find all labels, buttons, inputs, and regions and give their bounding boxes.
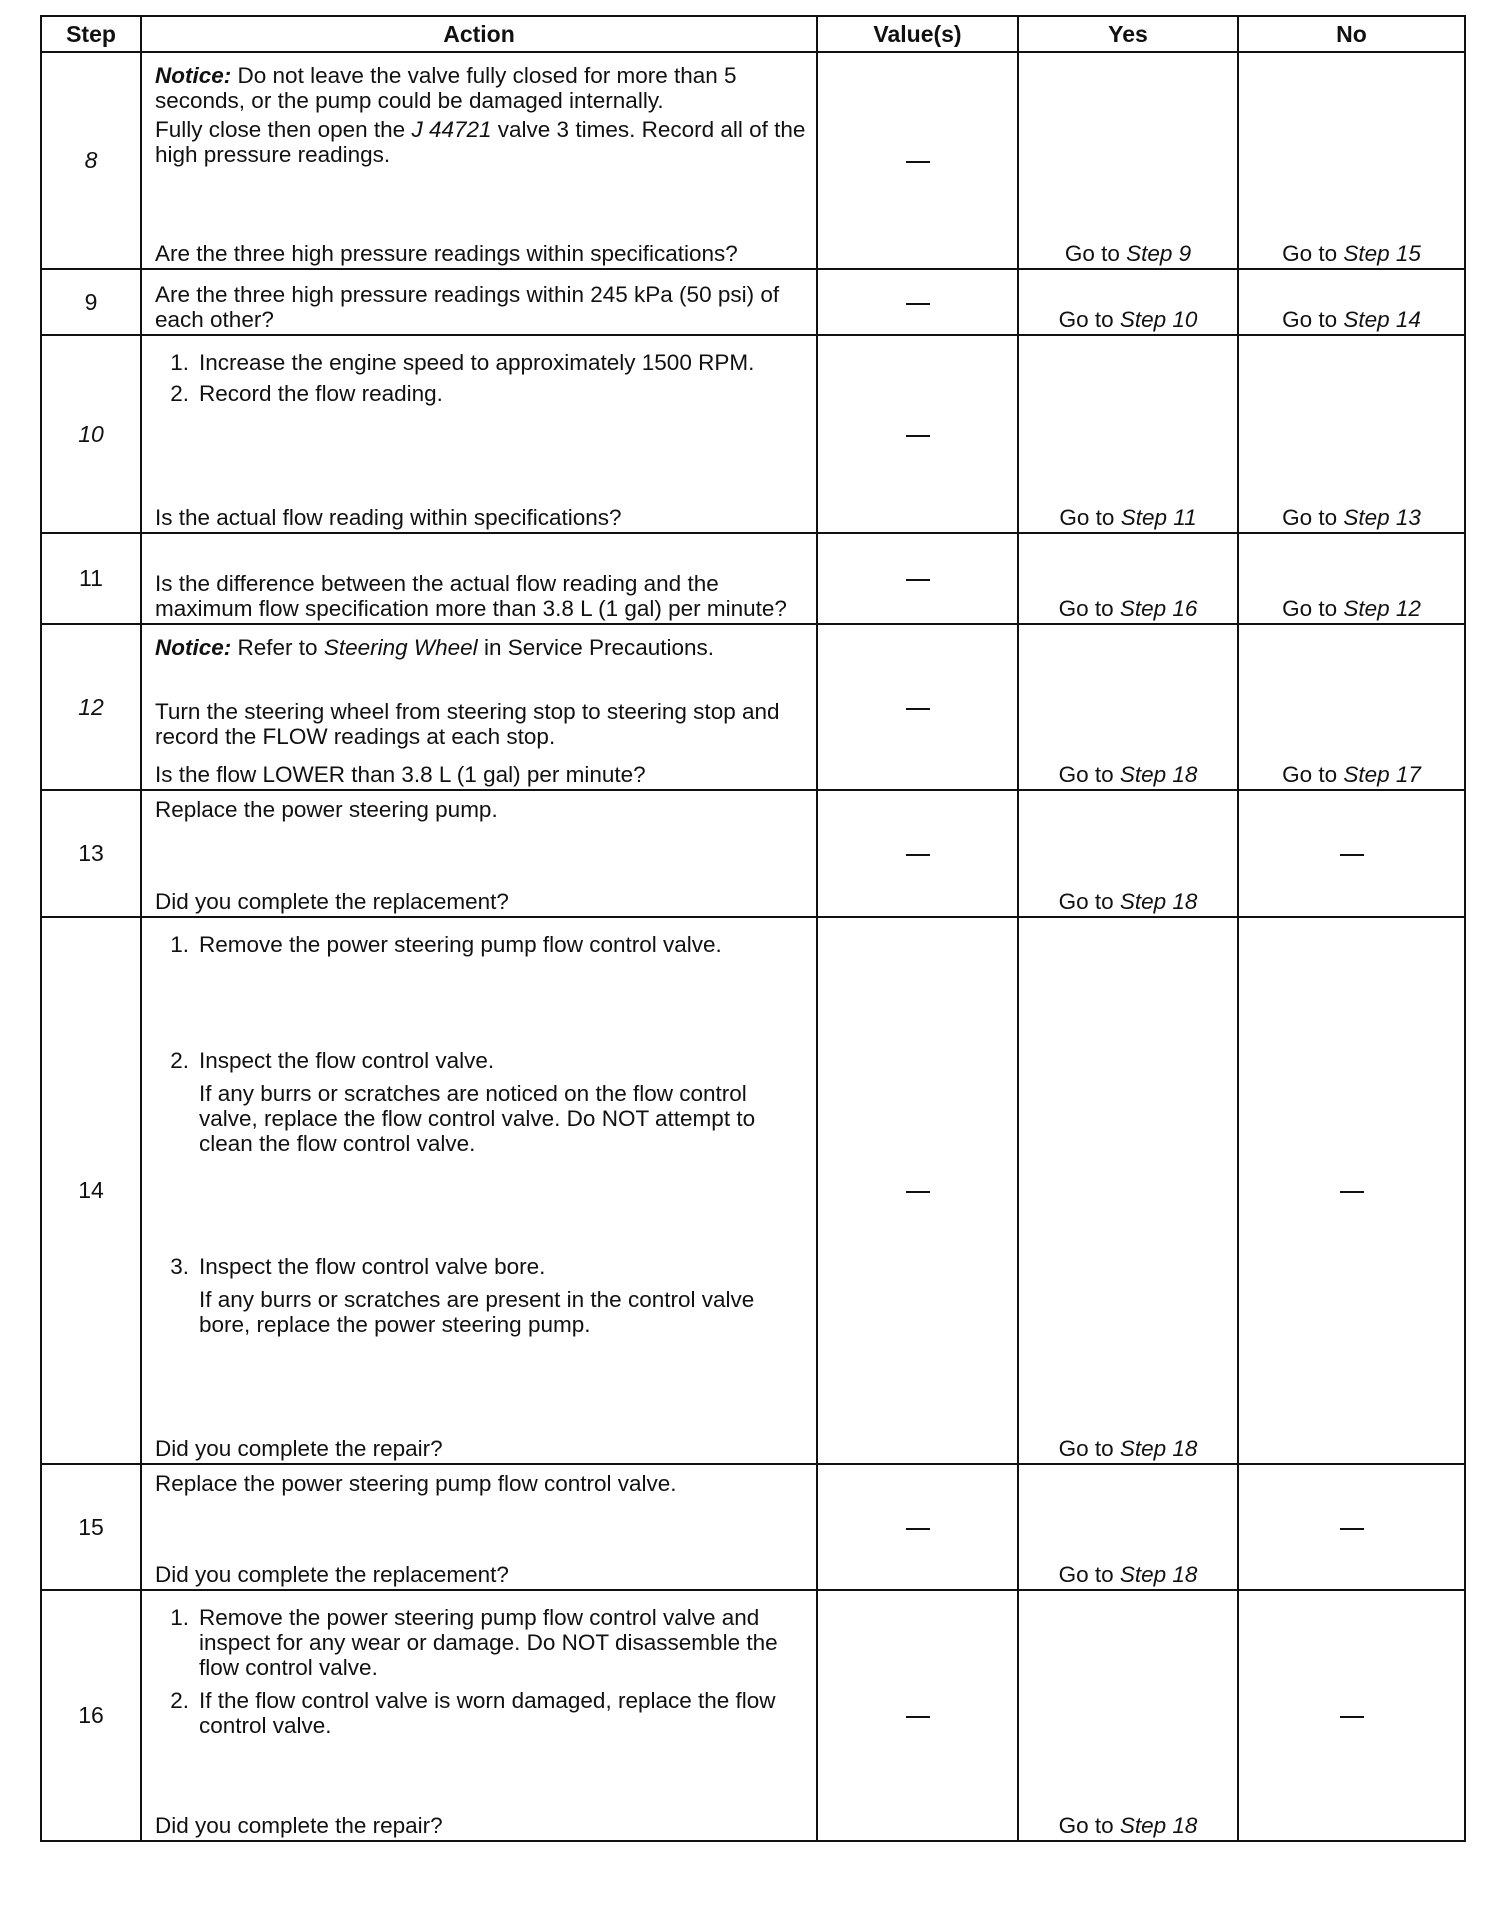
step-number: 10: [41, 335, 141, 533]
yes-goto: Go to Step 18: [1058, 889, 1198, 914]
value-cell: [817, 335, 1018, 533]
action-cell: [141, 1590, 817, 1841]
value-cell: [817, 269, 1018, 335]
yes-goto: Go to Step 9: [1064, 241, 1192, 266]
question: Did you complete the replacement?: [155, 1562, 509, 1587]
no-goto: Go to Step 17: [1282, 762, 1421, 787]
yes-cell: [1018, 1590, 1238, 1841]
action-cell: [141, 335, 817, 533]
table-row-step-15: [41, 1464, 1465, 1590]
header-step: Step: [41, 16, 141, 52]
instruction-list: [155, 1591, 808, 1738]
dash: [906, 1528, 930, 1530]
no-cell: [1238, 533, 1465, 624]
list-item: 2. If the flow control valve is worn damaged, replace the flow control valve.: [170, 1688, 776, 1738]
step-number: 15: [41, 1464, 141, 1590]
no-cell: [1238, 52, 1465, 269]
no-cell: [1238, 269, 1465, 335]
question: Did you complete the repair?: [155, 1436, 443, 1461]
dash: [1340, 1191, 1364, 1193]
step-number: 9: [41, 269, 141, 335]
instruction-list: [155, 336, 808, 406]
action-cell: [141, 269, 817, 335]
question: Is the flow LOWER than 3.8 L (1 gal) per minute?: [155, 762, 646, 787]
action-cell: [141, 790, 817, 917]
value-cell: [817, 533, 1018, 624]
table-row-step-12: [41, 624, 1465, 790]
question: Is the actual flow reading within specifications?: [155, 505, 622, 530]
no-cell: [1238, 1464, 1465, 1590]
list-item: 2. Inspect the flow control valve. If any burrs or scratches are noticed on the flow control valve, replace the flow control valve. Do NOT attempt to clean the flow control valve.: [170, 1048, 756, 1156]
yes-goto: Go to Step 10: [1058, 307, 1198, 332]
header-row: [41, 16, 1465, 52]
dash: [906, 1191, 930, 1193]
value-cell: [817, 1464, 1018, 1590]
yes-cell: [1018, 52, 1238, 269]
no-cell: [1238, 790, 1465, 917]
dash: [1340, 1716, 1364, 1718]
value-cell: [817, 52, 1018, 269]
yes-cell: [1018, 1464, 1238, 1590]
value-cell: [817, 624, 1018, 790]
action-cell: [141, 52, 817, 269]
value-cell: [817, 790, 1018, 917]
dash: [906, 708, 930, 710]
yes-cell: [1018, 917, 1238, 1464]
table-row-step-10: [41, 335, 1465, 533]
yes-goto: Go to Step 11: [1059, 505, 1197, 530]
yes-goto: Go to Step 16: [1058, 596, 1198, 621]
instruction: Replace the power steering pump flow control valve.: [155, 1471, 677, 1496]
no-goto: Go to Step 14: [1282, 307, 1421, 332]
question: Are the three high pressure readings within 245 kPa (50 psi) of each other?: [155, 282, 780, 332]
list-item: 1. Increase the engine speed to approximately 1500 RPM.: [170, 350, 755, 375]
header-values: Value(s): [817, 16, 1018, 52]
dash: [906, 579, 930, 581]
yes-goto: Go to Step 18: [1058, 1562, 1198, 1587]
question: Are the three high pressure readings within specifications?: [155, 241, 738, 266]
step-number: 13: [41, 790, 141, 917]
diagnostic-table: [40, 15, 1466, 1842]
no-cell: [1238, 917, 1465, 1464]
dash: [906, 435, 930, 437]
action-cell: [141, 917, 817, 1464]
yes-cell: [1018, 790, 1238, 917]
step-number: 12: [41, 624, 141, 790]
header-action: Action: [141, 16, 817, 52]
instruction: Fully close then open the J 44721 valve 3 times. Record all of the high pressure readings.: [155, 117, 806, 167]
notice: Notice: Refer to Steering Wheel in Service Precautions.: [155, 635, 715, 660]
step-number: 14: [41, 917, 141, 1464]
dash: [1340, 854, 1364, 856]
value-cell: [817, 1590, 1018, 1841]
yes-goto: Go to Step 18: [1058, 1813, 1198, 1838]
dash: [1340, 1528, 1364, 1530]
no-goto: Go to Step 13: [1282, 505, 1421, 530]
yes-cell: [1018, 335, 1238, 533]
dash: [906, 161, 930, 163]
table-row-step-13: [41, 790, 1465, 917]
table-row-step-16: [41, 1590, 1465, 1841]
table-row-step-8: [41, 52, 1465, 269]
yes-goto: Go to Step 18: [1058, 1436, 1198, 1461]
no-goto: Go to Step 12: [1282, 596, 1421, 621]
no-cell: [1238, 624, 1465, 790]
yes-cell: [1018, 533, 1238, 624]
notice: Notice: Do not leave the valve fully closed for more than 5 seconds, or the pump could be damaged internally.: [155, 63, 737, 113]
step-number: 11: [41, 533, 141, 624]
table-row-step-9: [41, 269, 1465, 335]
action-cell: [141, 533, 817, 624]
question: Is the difference between the actual flow reading and the maximum flow specification more than 3.8 L (1 gal) per minute?: [155, 571, 787, 621]
no-cell: [1238, 335, 1465, 533]
list-item: 1. Remove the power steering pump flow control valve.: [170, 932, 722, 957]
list-item: 2. Record the flow reading.: [170, 381, 443, 406]
action-cell: [141, 624, 817, 790]
yes-cell: [1018, 624, 1238, 790]
header-no: No: [1238, 16, 1465, 52]
table-row-step-14: [41, 917, 1465, 1464]
instruction: Replace the power steering pump.: [155, 797, 498, 822]
value-cell: [817, 917, 1018, 1464]
dash: [906, 854, 930, 856]
list-item: 1. Remove the power steering pump flow control valve and inspect for any wear or damage. Do NOT disassemble the flow control valve.: [170, 1605, 778, 1680]
list-item: 3. Inspect the flow control valve bore. If any burrs or scratches are present in the control valve bore, replace the power steering pump.: [170, 1254, 755, 1337]
step-number: 16: [41, 1590, 141, 1841]
step-number: 8: [41, 52, 141, 269]
dash: [906, 1716, 930, 1718]
no-goto: Go to Step 15: [1282, 241, 1421, 266]
instruction: Turn the steering wheel from steering stop to steering stop and record the FLOW readings at each stop.: [155, 699, 780, 749]
question: Did you complete the replacement?: [155, 889, 509, 914]
question: Did you complete the repair?: [155, 1813, 443, 1838]
action-cell: [141, 1464, 817, 1590]
yes-cell: [1018, 269, 1238, 335]
dash: [906, 303, 930, 305]
table-row-step-11: [41, 533, 1465, 624]
header-yes: Yes: [1018, 16, 1238, 52]
no-cell: [1238, 1590, 1465, 1841]
yes-goto: Go to Step 18: [1058, 762, 1198, 787]
